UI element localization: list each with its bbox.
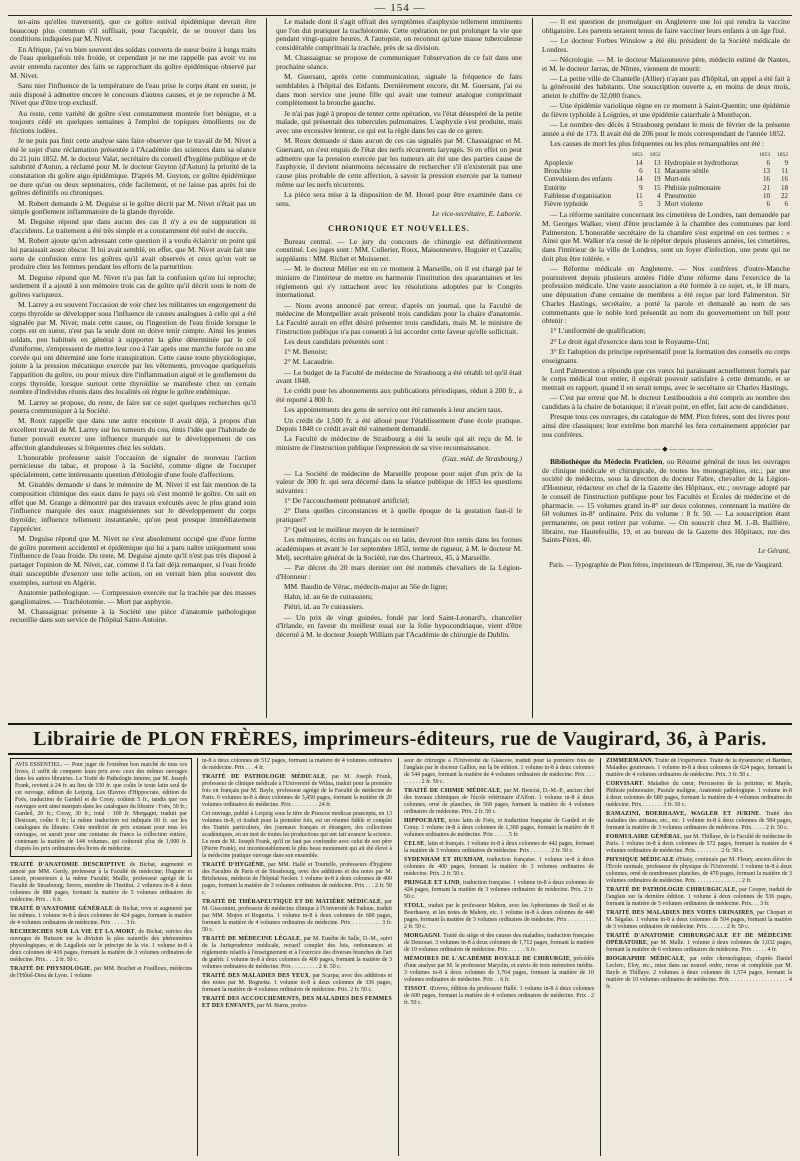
catalog-entry xyxy=(606,781,792,809)
catalog-entry xyxy=(404,788,594,816)
entry-text: , par M. Giacomini, professeur de médecine clinique à l'Université de Padoue, traduit par MM. Mojon et Rognetta. 1 volume in-8 à deux colonnes de 600 pages, formant la matière de 4 volumes ordinaires de médecine. Prix . . . . . . . . . 3 fr. 50 c. xyxy=(202,899,392,933)
paragraph: M. Deguise répond que M. Nivet n'a pas fait la confusion qu'on lui reproche; seulement il a ajouté à son mémoire trois cas de goître qu'il décrit sous le nom de goîtres variqueux. xyxy=(10,272,256,300)
entry-title: PHYSIQUE MÉDICALE xyxy=(606,857,675,863)
catalog-divider xyxy=(600,758,601,1156)
paragraph: — Nous avons annoncé par erreur, d'après un journal, que la Faculté de médecine de Montpellier avait présenté trois candidats pour la chaire d'anatomie. La Faculté aurait en effet désiré présenter trois candidats, mais M. le ministre de l'instruction publique n'a pas consenti à lui accorder cette faveur qu'elle sollicitait. xyxy=(276,300,522,336)
catalog-entry xyxy=(10,862,192,904)
entry-title: TRAITÉ DES ACCOUCHEMENTS, DES MALADIES DES FEMMES ET DES ENFANTS xyxy=(202,996,392,1009)
catalog-entry xyxy=(10,906,192,927)
entry-text: , par MM. Hallé et Tourtelle, professeurs d'hygiène des Facultés de Paris et de Strasbourg, avec des additions et des notes par M. Bricheteau, médecin de l'hôpital Necker. 1 volume in-8 à deux colonnes de 400 pages, formant la matière de 3 volumes ordinaires de médecine. Prix . . . 2 fr. 50 c. xyxy=(202,862,392,896)
table-row xyxy=(542,184,790,192)
catalog-entry xyxy=(404,818,594,839)
catalog-entry xyxy=(202,811,392,860)
entry-text: , de Bichat; suivies des ouvrages de Buisson sur la division la plus naturelle des phénomènes physiologiques, et de Legallois sur le principe de la vie. 1 volume in-8 à deux colonnes de 416 pages, formant la matière de 3 volumes ordinaires de médecine. Prix . . . 2 fr. 50 c. xyxy=(10,929,192,963)
paragraph: Lord Palmerston a répondu que ces vœux lui paraissant actuellement formés par le corps médical tout entier, il espérait pouvoir satisfaire à cette demande, et se mettrait en rapport, quand il en serait temps, avec le secrétaire sir Charles Hastings. xyxy=(542,365,790,393)
catalog-entry xyxy=(606,758,792,779)
paragraph: Le malade dont il s'agit offrait des symptômes d'asphyxie tellement imminents que l'on dut pratiquer la trachéotomie. Cette opération ne put prolonger la vie que pendant vingt-quatre heures. A l'autopsie, on reconnut qu'une masse tuberculeuse considérable comprimait la trachée, près de sa division. xyxy=(276,18,522,53)
entry-text: d'Haüy, continuée par M. Fleury, ancien élève de l'École normale, professeur de physique de l'Université. 1 volume in-8 à deux colonnes, orné de nombreuses planches, de 470 pages, formant la matière de 3 volumes ordinaires de médecine. Prix. . . . . . . . . . . . . . . . 2 fr. xyxy=(606,857,792,884)
count-cell: 6 xyxy=(766,200,770,209)
catalog-entry xyxy=(606,834,792,855)
catalog-divider xyxy=(197,758,198,1156)
paragraph: M. Robert demande à M. Deguise si le goître décrit par M. Nivet n'était pas un simple gonflement inflammatoire de la glande thyroïde. xyxy=(10,198,256,217)
paragraph: — Une épidémie variolique règne en ce moment à Saint-Quentin; une épidémie de fièvre typhoïde à Loignies, et une épidémie catarrhale à Montluçon. xyxy=(542,101,790,120)
catalog-entry xyxy=(404,857,594,878)
entry-title: STOLL xyxy=(404,903,425,909)
year-header: 1853 xyxy=(759,151,770,158)
bibliography-ad xyxy=(542,458,790,545)
count-cell: 13 xyxy=(763,167,770,176)
paragraph: Anatomie pathologique. — Compression exercée sur la trachée par des masses ganglionaires. — Trachéotomie. — Mort par asphyxie. xyxy=(10,587,256,606)
paragraph: — Réforme médicale en Angleterre. — Nos confrères d'outre-Manche poursuivent depuis plusieurs années l'idée d'une réforme dans l'exercice de la profession médicale. Une vaste association a été formée à ce sujet, et, le 18 mars, une députation d'une centaine de membres a été reçue par lord Palmerston. Sir Charles Hastings, secrétaire, a porté la parole et demandé au nom de ses commettants que le noble lord présentât au nom du gouvernement un bill pour obtenir : xyxy=(542,263,790,326)
entry-title: TRAITÉ D'HYGIÈNE xyxy=(202,862,265,868)
catalog-entry xyxy=(404,880,594,901)
paragraph: Je n'ai pas jugé à propos de tenter cette opération, vu l'état désespéré de la petite malade, qui présentait des tubercules pulmonaires. L'asphyxie s'est produite, mais avec une excessive lenteur, ce qui est la règle dans les cas de ce genre. xyxy=(276,108,522,135)
entry-text: , par M. Eusèbe de Salle, D.-M., suivi de la Jurisprudence médicale, recueil complet des lois, ordonnances et règlements relatifs à l'enseignement et à l'exercice des diverses branches de l'art de guérir. 1 volume in-8 à deux colonnes de 400 pages, formant la matière de 3 volumes ordinaires de médecine. Prix . . . . . . . . . 2 fr. 50 c. xyxy=(202,936,392,970)
count-cell: 11 xyxy=(635,191,643,200)
entry-title: TISSOT xyxy=(404,986,427,992)
entry-title: PRINGLE ET LIND xyxy=(404,880,460,886)
catalog-entry xyxy=(606,933,792,954)
table-row xyxy=(542,192,790,200)
entry-title: TRAITÉ DE CHIMIE MÉDICALE xyxy=(404,788,501,794)
paragraph: 3° Et l'adoption du principe représentatif pour la formation des conseils ou corps enseignants. xyxy=(542,346,790,365)
cause-cell: Convulsions des enfants xyxy=(544,175,613,184)
entry-text: , traduit par le professeur Mahon, avec les Aphorismes de Stoll et de Boerhaave, et les notes de Mahon, etc. 1 volume in-8 à deux colonnes de 440 pages, formant la matière de 3 volumes ordinaires de médecine. Prix . . . . . . . . . 2 fr. 50 c. xyxy=(404,903,594,930)
cause-cell: Mort-nés xyxy=(664,175,691,184)
paragraph: M. Roux rappelle que dans une autre enceinte il avait déjà, à propos d'un excellent travail de M. Larrey sur les tumeurs du cou, émis l'idée que l'habitude de fumer pouvait exercer une influence marquée sur le développement de ces affection glanduleuses si fréquentes chez les soldats. xyxy=(10,416,256,452)
column-3 xyxy=(542,18,790,718)
catalog-entry xyxy=(606,857,792,885)
entry-title: RECHERCHES SUR LA VIE ET LA MORT xyxy=(10,929,135,935)
cause-cell: Faiblesse d'organisation xyxy=(544,191,612,200)
entry-text: seur de chirurgie à l'Université de Glascow, traduit pour la première fois de l'anglais par le docteur Galliot, sur la 9e édition. 1 volume in-8 à deux colonnes de 544 pages, formant la matière de 4 volumes ordinaires de médecine. Prix . . . . . . . . . 2 fr. 50 c. xyxy=(404,758,594,785)
signature: Le vice-secrétaire, E. Laborie. xyxy=(431,209,522,219)
entry-text: de Bichat, revu et augmenté par les mêmes. 1 volume in-8 à deux colonnes de 424 pages, formant la matière de 4 volumes ordinaires de médecine. Prix . . . . . 3 fr. xyxy=(10,906,192,926)
paragraph: M. Larrey a eu souvent l'occasion de voir chez les militaires un engorgement du corps thyroïde se développer sous l'influence de causes analogues à celle qui a été signalée par M. Nivet; mais cette cause, ou l'ingestion de l'eau froide lorsque le corps est en sueur, n'est pas la seule dont on doive tenir compte. Ainsi les jeunes soldats, peu habitués en général à supporter la gêne déterminée par le col d'uniforme, s'empressent de mettre leur cou à l'air après une marche forcée ou une corvée qui ont déterminé une forte transpiration. Cette cause toute physiologique, jointe à la pression mécanique exercée par les vêtements, provoque quelquefois l'apparition du goître, ou pour mieux dire l'inflammation aiguë et le gonflement du corps thyroïde, lorsque surtout cette thyroïdite se manifeste chez un certain nombre d'individus réunis dans des localités où règne le goître endémique. xyxy=(10,300,256,397)
count-cell: 21 xyxy=(763,183,770,192)
entry-title: TRAITÉ DE PHYSIOLOGIE xyxy=(10,966,91,972)
paragraph: M. Guersant, après cette communication, signale la fréquence de faits semblables à l'hôpital des Enfants. Dernièrement encore, dit M. Guersant, j'ai eu dans mon service une jeune fille qui avait une tumeur analogue comprimant complètement la bronche gauche. xyxy=(276,72,522,108)
paragraph: M. Larrey se propose, du reste, de faire sur ce sujet quelques recherches qu'il pourra communiquer à la Société. xyxy=(10,397,256,416)
ad-title: Bibliothèque du Médecin Praticien xyxy=(550,457,663,467)
paragraph: Le crédit pour les abonnements aux publications périodiques, réduit à 200 fr., a été reporté à 800 fr. xyxy=(276,386,522,405)
catalog-column-4 xyxy=(606,758,792,1158)
catalog-entry xyxy=(606,910,792,931)
count-cell: 9 xyxy=(639,183,643,192)
paragraph: Presque tous ces ouvrages, du catalogue de MM. Plon frères, sont des livres pour ainsi dire classiques; leur extrême bon marché les fera certainement apprécier par nos confrères. xyxy=(542,412,790,439)
paragraph: Piétri, id. au 7e cuirassiers. xyxy=(284,602,364,612)
source-citation: (Gaz. méd. de Strasbourg.) xyxy=(442,453,522,463)
catalog-entry xyxy=(404,903,594,931)
entry-text: Cet ouvrage, publié à Leipzig sous le titre de Praxeos medicae praecepta, en 13 volumes in-8, et traduit pour la première fois, est un résumé fidèle et complet des Traités particuliers, des journaux français et étrangers, des collections académiques, en un mot de toutes les productions qui ont fait avancer la science. Le nom de M. Joseph Frank, qu'il ne faut pas confondre avec celui de son père (Pierre Frank), est incontestablement le plus beau monument qui ait été élevé à la médecine pratique ouvrage dans son ensemble. xyxy=(202,811,392,859)
catalog-entry xyxy=(202,996,392,1010)
entry-text: , par M. Benoist, D.-M.-P., ancien chef des travaux chimiques de l'école vétérinaire d'Alfort. 1 volume in-8 à deux colonnes, orné de planches, de 568 pages, formant la matière de 4 volumes ordinaires de médecine. Prix. 2 fr. 50 c. xyxy=(404,788,594,815)
section-title: CHRONIQUE ET NOUVELLES. xyxy=(328,223,470,233)
table-row xyxy=(542,175,790,183)
catalog-entry xyxy=(10,929,192,964)
colophon: Paris. — Typographie de Plon frères, imprimeurs de l'Empereur, 36, rue de Vaugirard. xyxy=(549,561,783,569)
gerant-line: Le Gérant, xyxy=(757,546,790,556)
count-cell: 22 xyxy=(781,191,788,200)
catalog-entry xyxy=(404,956,594,984)
paragraph: 1° De l'accouchement prématuré artificiel; xyxy=(284,496,410,506)
table-row xyxy=(542,200,790,208)
table-row xyxy=(542,151,790,159)
count-cell: 11 xyxy=(781,167,788,176)
entry-text: in-8 à deux colonnes de 512 pages, formant la matière de 4 volumes ordinaires de médecine. Prix . . . 4 fr. xyxy=(202,758,392,771)
catalog-entry xyxy=(404,986,594,1007)
page-number: — 154 — xyxy=(374,2,426,14)
paragraph: La Faculté de médecine de Strasbourg a été la seule qui ait reçu de M. le ministre de l'instruction publique l'expression de sa vive reconnaissance. xyxy=(276,434,522,453)
paragraph: — La petite ville de Chantelle (Allier) n'ayant pas d'hôpital, un appel a été fait à la générosité des habitants. Une souscription ouverte a, en moins de deux mois, atteint le chiffre de 32,000 francs. xyxy=(542,73,790,101)
paragraph: Les deux candidats présentés sont : xyxy=(284,336,389,346)
paragraph: — La Société de médecine de Marseille propose pour sujet d'un prix de la valeur de 300 fr. qui sera décerné dans la séance publique de 1853 les questions suivantes : xyxy=(276,468,522,495)
entry-text: , par M. Burns, profes- xyxy=(254,1003,308,1009)
entry-title: MORGAGNI xyxy=(404,933,440,939)
cause-cell: Apoplexie xyxy=(544,159,574,168)
paragraph: Un crédit de 1,500 fr. a été alloué pour l'établissement d'une école pratique. Depuis 1848 ce crédit avait été vainement demandé. xyxy=(276,415,522,434)
ornament-divider: —————◆————— xyxy=(617,445,715,454)
paragraph: 1° L'uniformité de qualification; xyxy=(550,326,646,336)
catalog-entry xyxy=(202,774,392,809)
count-cell: 3 xyxy=(657,200,661,209)
mortality-table xyxy=(542,151,790,208)
entry-title: TRAITÉ DE MÉDECINE LÉGALE xyxy=(202,936,301,942)
year-header xyxy=(542,151,627,159)
count-cell: 18 xyxy=(781,183,788,192)
count-cell: 10 xyxy=(763,191,770,200)
entry-text: , par M. Joseph Frank, professeur de clinique médicale à l'Université de Wilna, traduit pour la première fois en français par M. Bayle, professeur agrégé de la Faculté de médecine de Paris. 6 volumes in-8 à deux colonnes de 3,450 pages, formant la matière de 20 volumes ordinaires de médecine. Prix . . . . . . . . . 24 fr. xyxy=(202,774,392,808)
cause-cell: Hydropisie et hydrothorax xyxy=(664,159,739,168)
entry-title: TRAITÉ DE PATHOLOGIE CHIRURGICALE xyxy=(606,887,736,893)
catalog-column-2 xyxy=(202,758,392,1158)
entry-text: , par MM. Brachet et Fouilloux, médecins de l'Hôtel-Dieu de Lyon. 1 volume xyxy=(10,966,192,979)
catalog-column-3 xyxy=(404,758,594,1158)
cause-cell: Pneumonie xyxy=(664,191,697,200)
entry-title: TRAITÉ D'ANATOMIE GÉNÉRALE xyxy=(10,906,114,912)
catalog-entry xyxy=(404,933,594,954)
paragraph: 1° M. Benoist; xyxy=(284,347,328,357)
catalog-entry xyxy=(202,973,392,994)
entry-title: TRAITÉ D'ANATOMIE CHIRURGICALE ET DE MÉDECINE OPÉRATOIRE xyxy=(606,933,792,946)
entry-title: ZIMMERMANN xyxy=(606,758,652,764)
count-cell: 16 xyxy=(781,175,788,184)
paragraph: — La réforme sanitaire concernant les cimetières de Londres, tant demandée par M. Georges Walker, vient d'être proclamée à la chambre des communes par lord Palmerston. L'honorable secrétaire de la chambre s'est exprimé en ces termes : « Ainsi que M. Walker n'a cessé de le répéter depuis plusieurs années, les cimetières, dans l'intérieur de la ville de Londres, sont un foyer d'infection, une peste qui ne doit plus être tolérée. » xyxy=(542,210,790,263)
entry-text: de Bichat, augmenté et annoté par MM. Gerdy, professeur à la Faculté de médecine; Huguier et Lenoir, prosecteurs à la même Faculté; Maille, professeur agrégé de la Faculté de Strasbourg; Serres, membre de l'Institut. 2 volumes in-8 à deux colonnes de 888 pages, formant la matière de 5 volumes ordinaires de médecine. Prix . . 6 fr. xyxy=(10,862,192,903)
count-cell: 9 xyxy=(784,159,788,168)
paragraph: M. Deguise répond que M. Nivet ne s'est absolument occupé que d'une forme de goître purement accidentel et épidémique qui lui a paru naître uniquement sous l'influence de l'eau froide. Du reste, M. Deguise ajoute qu'il n'est pas très disposé à partager l'opinion de M. Nivet, car, comme il l'a fait déjà remarquer, si l'eau froide était susceptible d'exercer une telle action, on en verrait bien plus souvent des exemples, surtout en Algérie. xyxy=(10,534,256,587)
paragraph: — Il est question de promulguer en Angleterre une loi qui rendra la vaccine obligatoire. Les parents seraient tenus de faire vacciner leurs enfants à un âge fixé. xyxy=(542,18,790,35)
table-row xyxy=(542,167,790,175)
year-header: 1853 xyxy=(631,151,643,158)
entry-text: , par Scarpa; avec des additions et des notes par M. Rognetta. 1 volume in-8 à deux colonnes de 336 pages, formant la matière de 4 volumes ordinaires de médecine. Prix. 2 fr. 50 c. xyxy=(202,973,392,993)
entry-text: , précédés d'une analyse par M. le professeur Marjolin, et suivis de trois mémoires inédits. 3 volumes in-8 à deux colonnes de 1,764 pages, formant la matière de 10 volumes ordinaires de médecine. Prix . . 6 fr. xyxy=(404,956,594,983)
entry-text: . Maladies du cœur, Percussion de la poitrine; et Mayle, Phthisie pulmonaire, Pustule maligne, Anatomie pathologique. 1 volume in-8 à deux colonnes de 680 pages, formant la matière de 4 volumes ordinaires de médecine. Prix . . . . . . . 3 fr. 50 c. xyxy=(606,781,792,808)
count-cell: 11 xyxy=(653,167,661,176)
entry-title: TRAITÉ DE PATHOLOGIE MÉDICALE xyxy=(202,774,326,780)
entry-title: MÉMOIRES DE L'ACADÉMIE ROYALE DE CHIRURGIE xyxy=(404,956,570,962)
paragraph: Au reste, cette variété de goître s'est constamment montrée fort bénigne, et a toujours cédé en quelques semaines à l'emploi de topiques émollients ou de frictions iodées. xyxy=(10,108,256,135)
count-cell: 14 xyxy=(635,159,643,168)
catalog-entry xyxy=(202,862,392,897)
catalog-entry xyxy=(10,966,192,980)
paragraph: ter-ains qu'elles traversent), que ce goître estival épidémique devrait être beaucoup plus commun s'il suffisait, pour l'acquérir, de se trouver dans les conditions indiquées par M. Nivet. xyxy=(10,18,256,44)
count-cell: 14 xyxy=(635,175,643,184)
count-cell: 16 xyxy=(763,175,770,184)
catalog-entry xyxy=(606,887,792,908)
paragraph: Bureau central. — Le jury du concours de chirurgie est définitivement constitué. Les juges sont : MM. Cullerier, Roux, Maisonneuve, Huguier et Cazalis; suppléants : MM. Richet et Moissenet. xyxy=(276,236,522,264)
entry-title: CORVISART xyxy=(606,781,643,787)
paragraph: — Le budget de la Faculté de médecine de Strasbourg a été rétabli tel qu'il était avant 1848. xyxy=(276,367,522,386)
count-cell: 6 xyxy=(784,200,788,209)
count-cell: 6 xyxy=(639,167,643,176)
entry-title: TRAITÉ DES MALADIES DES VOIES URINAIRES xyxy=(606,910,754,916)
entry-title: RAMAZINI, BOERHAAVE, WAGLER ET JURINE xyxy=(606,811,760,817)
entry-text: . Traité de l'expérience. Traité de la dysenterie; et Barthez, Maladies goutteuses. 1 volume in-8 à deux colonnes de 624 pages, formant la matière de 4 volumes ordinaires de médecine. Prix. 3 fr. 50 c. xyxy=(606,758,792,778)
entry-text: . Traité des maladies des artisans, etc., etc. 1 volume in-8 à deux colonnes de 584 pages, formant la matière de 3 volumes ordinaires de médecine. Prix. . . . . 2 fr. 50 c. xyxy=(606,811,792,831)
paragraph: 2° M. Lacaudrie. xyxy=(284,357,335,367)
catalog-divider xyxy=(398,758,399,1156)
paragraph: La pièce sera mise à la disposition de M. Houel pour être examinée dans ce sens. xyxy=(276,189,522,208)
entry-title: BIOGRAPHIE MÉDICALE xyxy=(606,956,685,962)
entry-text: , latin et français. 1 volume in-8 à deux colonnes de 442 pages, formant la matière de 3 volumes ordinaires de médecine. Prix . . . . . . . 2 fr. 50 c. xyxy=(404,841,594,854)
entry-title: TRAITÉ DES MALADIES DES YEUX xyxy=(202,973,310,979)
entry-text: . Œuvres, édition du professeur Hallé. 1 volume in-8 à deux colonnes de 600 pages, formant la matière de 4 volumes ordinaires de médecine. Prix . 2 fr. 50 c. xyxy=(404,986,594,1006)
entry-text: , texte latin de Foës, et traduction française de Gardeil et de Coray. 1 volume in-8 à deux colonnes de 1,360 pages, formant la matière de 8 volumes ordinaires de médecine. Prix . . . . . 5 fr. xyxy=(404,818,594,838)
count-cell: 19 xyxy=(653,175,661,184)
entry-text: , traduction française. 1 volume in-8 à deux colonnes de 424 pages, formant la matière de 3 volumes ordinaires de médecine. Prix. 2 fr. 50 c. xyxy=(404,880,594,900)
cause-cell: Mort violente xyxy=(664,200,703,209)
ad-text: , ou Résumé général de tous les ouvrages de clinique médicale et chirurgicale, de toutes les monographies, etc.; par une société de médecins, sous la direction du docteur Fabre, chevalier de la Légion-d'Honneur, rédacteur en chef de la Gazette des Hôpitaux, etc.; ouvrage adopté par le conseil de l'instruction publique pour les Facultés et Écoles de médecine et de pharmacie. — 15 volumes grand in-8° sur deux colonnes, contenant la matière de 60 volumes in-8° ordinaire. Prix du volume : 8 fr. 50. — La souscription étant permanente, on peut retirer par volume. — On souscrit chez M. J.-B. Baillière, libraire, rue Hautefeuille, 19, et au bureau de la Gazette des Hôpitaux, rue des Saints-Pères, 40. xyxy=(542,457,790,545)
publisher-banner: Librairie de PLON FRÈRES, imprimeurs-éditeurs, rue de Vaugirard, 36, à Paris. xyxy=(8,723,792,755)
catalog-entry xyxy=(404,841,594,855)
paragraph: M. Giraldès demande si dans le mémoire de M. Nivet il est fait mention de la composition chimique des eaux dans le pays où s'est montré le goître. On sait en effet que M. Grange a démontré par des travaux exécutés avec le plus grand soin l'influence marquée des eaux magnésiennes sur le développement du corps thyroïde; influence tellement instantanée, qu'on peut presque immédiatement l'apprécier. xyxy=(10,480,256,533)
paragraph: — Le docteur Forbes Winslow a été élu président de la Société médicale de Londres. xyxy=(542,35,790,54)
paragraph: Les appointements des gens de service ont été ramenés à leur ancien taux. xyxy=(284,405,503,415)
paragraph: L'honorable professeur saisit l'occasion de signaler de nouveau l'action pernicieuse du tabac, et propose à la Société, comme digne de l'occuper spécialement, cette intéressante question d'étiologie d'une foule d'affections. xyxy=(10,452,256,480)
entry-title: TRAITÉ DE THÉRAPEUTIQUE ET DE MATIÈRE MÉDICALE xyxy=(202,899,382,905)
paragraph: Hahn, id. au 6e de cuirassiers; xyxy=(284,592,373,602)
paragraph: M. Roux demande si dans aucun de ces cas signalés par M. Chassaignac et M. Guersant, on s'est enquis de l'état des nerfs récurrents laryngés. Si en effet on peut admettre que la pression exercée par les tumeurs ait été une des parties cause de l'asphyxie, il devient néanmoins nécessaire de rechercher s'il n'existerait pas une cause plus probable de cette affection, à savoir la pression exercée par la tumeur même sur les nerfs récurrents. xyxy=(276,136,522,189)
paragraph: 2° Dans quelles circonstances et à quelle époque de la gestation faut-il le pratiquer? xyxy=(276,506,522,525)
paragraph: M. Chassaignac présente à la Société une pièce d'anatomie pathologique recueillie dans son service de l'hôpital Saint-Antoine. xyxy=(10,606,256,625)
cause-cell: Phthisie pulmonaire xyxy=(664,183,721,192)
catalog-entry xyxy=(606,811,792,832)
paragraph: En Afrique, j'ai vu bien souvent des soldats couverts de sueur boire à longs traits de l'eau quelquefois très froide, et cependant je ne me rappelle pas avoir vu ou avoir entendu raconter des faits se rapprochant du goître épidémique observé par M. Nivet. xyxy=(10,44,256,80)
cause-cell: Marasme sénile xyxy=(664,167,709,176)
cause-cell: Entérite xyxy=(544,183,567,192)
column-2 xyxy=(276,18,522,718)
entry-text: , par M. Malle. 1 volume à deux colonnes de 1,032 pages, formant la matière de 6 volumes ordinaires de médecine. Prix . . . . . 4 fr. xyxy=(606,940,792,953)
column-divider xyxy=(266,18,267,718)
paragraph: Je ne puis pas finir cette analyse sans faire observer que le travail de M. Nivet a été le sujet d'une réclamation présentée à l'Académie des sciences dans sa séance du 21 juin 1852. M. le docteur Valat, secrétaire du conseil d'hygiène publique et de salubrité d'Autun, a réclamé pour M. le docteur Guyton (d'Autun) la priorité de la constatation du goître aigu épidémique. D'après M. Guyton, ce goître épidémique ne dure qu'un ou deux septenaires, cède facilement, et ne laisse pas après lui de goîtres définitifs ou chroniques. xyxy=(10,136,256,198)
catalog-entry xyxy=(202,899,392,934)
cause-cell: Fièvre typhoïde xyxy=(544,200,589,209)
paragraph: — C'est par erreur que M. le docteur Lestiboudois a été compris au nombre des candidats à la chaire de botanique; il n'avait point, en effet, fait acte de candidature. xyxy=(542,393,790,412)
catalog-entry xyxy=(202,936,392,971)
catalog-entry xyxy=(202,758,392,772)
catalog-entry xyxy=(606,956,792,991)
entry-title: HIPPOCRATE xyxy=(404,818,445,824)
count-cell: 6 xyxy=(766,159,770,168)
paragraph: — Un prix de vingt guinées, fondé par lord Saint-Leonard's, chancelier d'Irlande, en faveur du meilleur essai sur la folie hypocondriaque, vient d'être décerné à M. le docteur Joseph William par l'Académie de chirurgie de Dublin. xyxy=(276,612,522,639)
entry-text: , par Cooper, traduit de l'anglais sur la dernière édition. 1 volume à deux colonnes de 536 pages, formant la matière de 5 volumes ordinaires de médecine. Prix. . . 3 fr. xyxy=(606,887,792,907)
entry-title: FORMULAIRE GÉNÉRAL xyxy=(606,834,682,840)
entry-text: , traduction française. 1 volume in-8 à deux colonnes de 400 pages, formant la matière de 3 volumes ordinaires de médecine. Prix. 2 fr. 50 c. xyxy=(404,857,594,877)
paragraph: 2° Le droit égal d'exercice dans tout le Royaume-Uni; xyxy=(550,336,710,346)
paragraph: M. Deguise répond que dans aucun des cas il n'y a eu de suppuration ni d'accidents. Le traitement a été très simple et a constamment été suivi de succès. xyxy=(10,217,256,236)
column-1 xyxy=(10,18,256,718)
entry-title: CELSE xyxy=(404,841,425,847)
entry-text: . Traité du siège et des causes des maladies, traduction française de Destouet. 3 volumes in-8 à deux colonnes de 1,712 pages, formant la matière de 10 volumes ordinaires de médecine. Prix . . . . . . 6 fr. xyxy=(404,933,594,953)
count-cell: 5 xyxy=(639,200,643,209)
cause-cell: Bronchite xyxy=(544,167,572,176)
paragraph: Les mémoires, écrits en français ou en latin, devront être remis dans les formes académiques et avant le 1er septembre 1853, terme de rigueur, à M. le docteur M. Melj, secrétaire général de la Société, rue des Chartreux, 45, à Marseille. xyxy=(276,535,522,562)
entry-title: TRAITÉ D'ANATOMIE DESCRIPTIVE xyxy=(10,862,126,868)
entry-text: , par M. Thillaye, de la Faculté de médecine de Paris. 1 volume in-8 à deux colonnes de 572 pages, formant la matière de 4 volumes ordinaires de médecine. Prix. . . . . . . . . 2 fr. 50 c. xyxy=(606,834,792,854)
paragraph: — Nécrologie. — M. le docteur Maisonneuve père, médecin estimé de Nantes, et M. le docteur Jarras, de Nîmes, viennent de mourir. xyxy=(542,54,790,73)
paragraph: M. Chassaignac se propose de communiquer l'observation de ce fait dans une prochaine séance. xyxy=(276,53,522,72)
paragraph: — Par décret du 20 mars dernier ont été nommés chevaliers de la Légion-d'Honneur : xyxy=(276,563,522,581)
year-header: 1852 xyxy=(649,151,661,158)
count-cell: 15 xyxy=(653,183,661,192)
notice-box: AVIS ESSENTIEL. — Pour juger de l'extrême bon marché de tous ces livres, il suffit de comparer leurs prix avec ceux des mêmes ouvrages dans les autres librairies. Le Traité de Pathologie interne, par M. Joseph Frank, revient à 24 fr. au lieu de 150 fr. que coûte le texte latin seul de cet ouvrage, édition de Leipzig. Les Œuvres d'Hippocrate, édition de Foës, traduction de Gardeil et de Coray, coûtent 5 fr., tandis que ces ouvrages sont ainsi marqués dans les catalogues du libraire : Foës, 50 fr.; Gardeil, 20 fr.; Coray, 30 fr.; total : 100 fr. Morgagni, traduit par Destouet, coûte 6 fr.; la même traduction est indiquée 60 fr. sur les catalogues du libraire. Cette modicité de prix existant pour tous les ouvrages, on aurait pour une centaine de francs la collection entière, contenant la matière de 144 volumes, qui coûterait plus de 1,000 fr. d'après les prix ordinaires des livres de médecine. xyxy=(10,758,192,857)
paragraph: MM. Baudin de Vérac, médecin-major au 56e de ligne; xyxy=(284,581,448,591)
year-header: 1852 xyxy=(777,151,788,158)
count-cell: 4 xyxy=(657,191,661,200)
paragraph: Les causes de mort les plus fréquentes ou les plus remarquables ont été : xyxy=(550,139,765,149)
paragraph: 3° Quel est le meilleur moyen de le terminer? xyxy=(284,525,419,535)
table-row xyxy=(542,159,790,167)
entry-text: , par Chopart et M. Ségalas. 1 volume in-8 à deux colonnes de 504 pages, formant la matière de 3 volumes ordinaires de médecine. Prix. . . . . . . 2 fr. 50 c. xyxy=(606,910,792,930)
paragraph: — Le nombre des décès à Strasbourg pendant le mois de février de la présente année a été de 173. Il avait été de 206 pour le mois correspondant de l'année 1852. xyxy=(542,120,790,138)
catalog-column-1 xyxy=(10,758,192,1158)
year-header xyxy=(663,151,754,159)
paragraph: M. Robert ajoute qu'en adressant cette question il a voulu éclaircir un point qui lui paraissait assez obscur. Il lui avait semblé, en effet, que M. Nivet avait fait une sorte de confusion entre les goîtres qu'il avait observés et ceux qu'on voit se produire chez les femmes pendant les efforts de la parturition. xyxy=(10,236,256,272)
paragraph: Sans nier l'influence de la température de l'eau prise le corps étant en sueur, je suis disposé à admettre encore le concours d'autres causes, et je ne reproche à M. Nivet que d'être trop exclusif. xyxy=(10,80,256,108)
header-rule xyxy=(8,15,792,16)
catalog-entry xyxy=(404,758,594,786)
column-divider xyxy=(532,18,533,718)
paragraph: — M. le docteur Mélier est en ce moment à Marseille, où il est chargé par le ministre de l'intérieur de mettre en harmonie l'institution des quarantaines et les règlements qui s'y rattachent avec les résolutions adoptées par le Congrès international. xyxy=(276,264,522,300)
entry-title: SYDENHAM ET HUXHAM xyxy=(404,857,483,863)
entry-text: , par ordre chronologique, d'après Daniel Leclerc, Eloy, etc., mise dans un nouvel ordre, revue et complétée par M. Bayle et Thillaye. 2 volumes à deux colonnes de 1,574 pages, formant la matière de 10 volumes ordinaires de médecine. Prix. . . . . . . . . . . . . . . . . . . . 4 fr. xyxy=(606,956,792,990)
count-cell: 13 xyxy=(653,159,661,168)
